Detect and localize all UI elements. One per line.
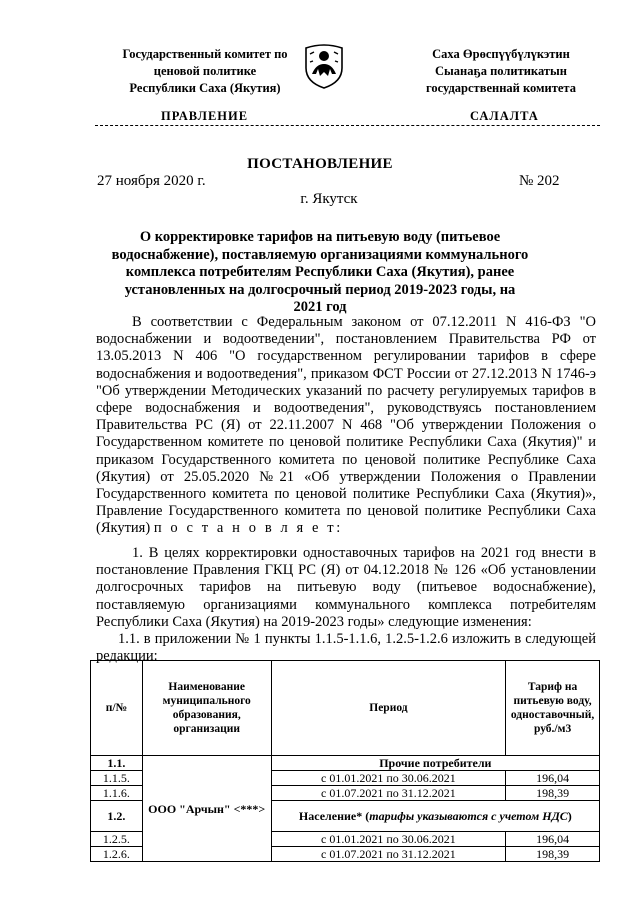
group-num: 1.2. [91,801,143,832]
header-board-label-yakut: САЛАЛТА [470,109,539,123]
header-right-authority [386,46,616,97]
header-right-line: Сыанаҕа политикатын [435,64,567,78]
row-period: с 01.07.2021 по 31.12.2021 [271,786,505,801]
resolution-word: п о с т а н о в л я е т: [153,520,343,537]
header-left-line: ценовой политике [153,64,257,78]
coat-of-arms-emblem-icon [302,42,346,90]
row-tariff: 198,39 [506,847,600,862]
row-num: 1.2.5. [91,832,143,847]
document-type: ПОСТАНОВЛЕНИЕ [247,156,393,172]
document-city: г. Якутск [300,191,358,207]
document-date: 27 ноября 2020 г. [97,173,206,189]
row-num: 1.2.6. [91,847,143,862]
item-1-paragraph: 1. В целях корректировки одноставочных тарифов на 2021 год внести в постановление Правления ГКЦ РС (Я) от 04.12.2018 № 126 «Об установлении долгосрочных тарифов на питьевую воду (питьевое водоснабжение), поставляемую организациями коммунального комплекса потребителям Республики Саха (Якутия) на 2019-2023 годы» следующие изменения: [96,545,596,630]
row-num: 1.1.5. [91,771,143,786]
org-name-cell: ООО "Арчын" <***> [142,756,271,862]
header-tariff: Тариф на питьевую воду, одноставочный, руб./м3 [506,661,600,756]
preamble-text: В соответствии с Федеральным законом от 07.12.2011 N 416-ФЗ "О водоснабжении и водоотведении", постановлением Правительства РФ от 13.05.2013 N 406 "О государственном регулировании тарифов в сфере водоснабжения и водоотведения", приказом ФСТ России от 27.12.2013 N 1746-э "Об утверждении Методических указаний по расчету регулируемых тарифов в сфере водоснабжения и водоотведения", руководствуясь постановлением Правительства РС (Я) от 22.11.2007 N 468 "Об утверждении Положения о Государственном комитете по ценовой политике Республики Саха (Якутия)" и приказом Государственного комитета по ценовой политике Республике Саха (Якутия) от 25.05.2020 №21 «Об утверждении Положения о Правлении Государственного комитета по ценовой политике Республики Саха (Якутия)», Правление Государственного комитета по ценовой политике Республики Саха (Якутия) [96,314,596,537]
header-board-label: ПРАВЛЕНИЕ [161,109,249,123]
group-label [271,801,599,832]
row-period: с 01.01.2021 по 30.06.2021 [271,832,505,847]
header-period: Период [271,661,505,756]
preamble-paragraph [96,314,596,538]
row-tariff: 196,04 [506,771,600,786]
header-left-line: Государственный комитет по [122,47,288,61]
group-num: 1.1. [91,756,143,771]
header-left-authority [90,46,320,97]
group-label-italic: тарифы указываются с учетом НДС [369,809,568,823]
group-label-end: ) [567,809,572,823]
header-org: Наименование муниципального образования, организации [142,661,271,756]
header-left-line: Республики Саха (Якутия) [129,81,281,95]
row-period: с 01.01.2021 по 30.06.2021 [271,771,505,786]
row-tariff: 196,04 [506,832,600,847]
document-number: № 202 [519,173,560,189]
item-1-1-paragraph: 1.1. в приложении № 1 пункты 1.1.5-1.1.6, 1.2.5-1.2.6 изложить в следующей редакции: [96,631,596,665]
row-num: 1.1.6. [91,786,143,801]
header-num: п/№ [91,661,143,756]
row-tariff: 198,39 [506,786,600,801]
document-subject: О корректировке тарифов на питьевую воду (питьевое водоснабжение), поставляемую организациями коммунального комплекса потребителям Республики Саха (Якутия), ранее установленных на долгосрочный период 2019-2023 годы, на 2021 год [111,229,529,315]
group-label: Прочие потребители [271,756,599,771]
header-right-line: Саха Өрөспүүбүлүкэтин [432,47,570,61]
table-header-row [91,661,600,756]
tariff-table [90,660,600,862]
group-label-main: Население* ( [298,809,370,823]
table-row [91,756,600,771]
header-divider [95,125,600,126]
header-right-line: государственнай комитета [426,81,576,95]
row-period: с 01.07.2021 по 31.12.2021 [271,847,505,862]
